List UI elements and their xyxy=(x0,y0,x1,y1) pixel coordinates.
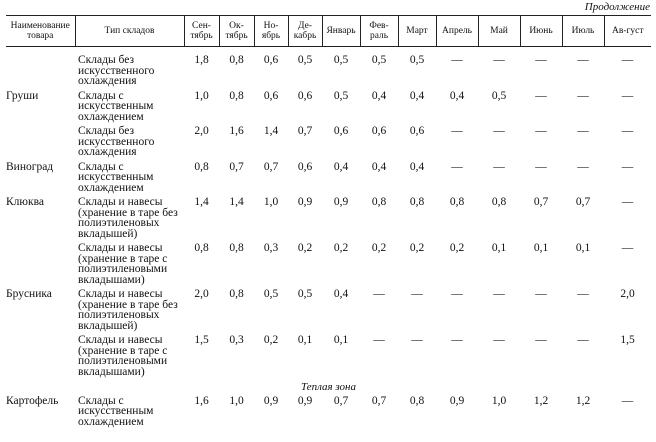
value-cell: 0,6 xyxy=(263,54,279,66)
table-body xyxy=(6,47,651,430)
value-cell: 0,6 xyxy=(333,125,349,137)
storage-type-cell: Склады и навесы (хранение в таре с полиэтиленовыми вкладышами) xyxy=(78,334,168,378)
value-cell: 0,4 xyxy=(371,160,387,173)
value-cell: 0,8 xyxy=(449,196,465,208)
zone-title: Теплая зона xyxy=(301,381,356,393)
value-cell: 1,8 xyxy=(194,54,209,66)
value-cell: 0,9 xyxy=(297,196,313,208)
storage-type-cell: Склады и навесы (хранение в таре без полиэтиленовых вкладышей) xyxy=(78,196,178,240)
storage-type-cell: Склады без искусственного охлаждения xyxy=(78,125,155,158)
value-cell: 0,2 xyxy=(409,242,425,254)
value-cell: — xyxy=(621,89,634,102)
value-cell: 0,2 xyxy=(449,242,465,254)
value-cell: 0,4 xyxy=(409,160,425,173)
product-cell xyxy=(6,47,75,89)
value-cell: — xyxy=(373,288,385,300)
table-row xyxy=(6,241,651,287)
value-cell: 0,4 xyxy=(371,89,387,102)
value-cell: — xyxy=(411,334,423,346)
value-cell: 0,8 xyxy=(409,394,425,407)
value-cell: 0,5 xyxy=(371,54,387,66)
value-cell: 0,6 xyxy=(297,89,313,102)
storage-type-cell: Склады с искусственным охлаждением xyxy=(78,160,154,194)
value-cell: 0,5 xyxy=(333,89,349,102)
storage-type-cell: Склады с искусственным охлаждением xyxy=(78,89,154,123)
value-cell: 0,1 xyxy=(533,242,549,254)
header-month: Ок-тябрь xyxy=(219,16,254,47)
table-row xyxy=(6,394,651,430)
table-row xyxy=(6,47,651,89)
value-cell: — xyxy=(535,160,547,173)
product-cell xyxy=(6,333,75,379)
product-cell: Груши xyxy=(6,89,39,102)
value-cell: 0,4 xyxy=(449,89,465,102)
table-row xyxy=(6,195,651,241)
value-cell: 0,1 xyxy=(491,242,507,254)
header-month: Но-ябрь xyxy=(254,16,288,47)
value-cell: 0,7 xyxy=(575,196,591,208)
value-cell: 0,1 xyxy=(297,334,313,346)
product-cell: Виноград xyxy=(6,160,54,173)
value-cell: — xyxy=(535,334,547,346)
continuation-label: Продолжение xyxy=(584,1,650,13)
value-cell: 0,2 xyxy=(333,242,349,254)
value-cell: 0,7 xyxy=(263,160,279,173)
value-cell: — xyxy=(577,89,589,102)
value-cell: 0,8 xyxy=(229,54,244,66)
value-cell: 0,5 xyxy=(297,288,313,300)
value-cell: 0,2 xyxy=(263,334,279,346)
value-cell: — xyxy=(535,54,547,66)
value-cell: — xyxy=(493,54,505,66)
value-cell: 0,7 xyxy=(229,160,244,173)
value-cell: — xyxy=(577,160,589,173)
value-cell: 0,8 xyxy=(194,160,209,173)
header-month: Апрель xyxy=(436,16,478,47)
value-cell: — xyxy=(451,125,463,137)
value-cell: 1,2 xyxy=(575,394,591,407)
value-cell: 1,6 xyxy=(229,125,244,137)
header-month: Июль xyxy=(562,16,604,47)
value-cell: 0,8 xyxy=(491,196,507,208)
value-cell: 1,0 xyxy=(263,196,279,208)
value-cell: 0,8 xyxy=(229,242,244,254)
value-cell: — xyxy=(373,334,385,346)
product-cell: Брусника xyxy=(6,288,52,300)
header-product: Наименование товара xyxy=(6,16,75,47)
value-cell: — xyxy=(621,160,634,173)
header-month: Сен-тябрь xyxy=(184,16,219,47)
table-row xyxy=(6,333,651,379)
value-cell: 0,5 xyxy=(333,54,349,66)
header-month: Январь xyxy=(322,16,360,47)
value-cell: 0,5 xyxy=(491,89,507,102)
table-row xyxy=(6,287,651,333)
value-cell: 1,0 xyxy=(229,394,244,407)
value-cell: 1,0 xyxy=(491,394,507,407)
value-cell: — xyxy=(493,160,505,173)
value-cell: 0,8 xyxy=(229,288,244,300)
value-cell: 0,1 xyxy=(333,334,349,346)
value-cell: 2,0 xyxy=(194,125,209,137)
value-cell: 0,7 xyxy=(533,196,549,208)
value-cell: 1,0 xyxy=(194,89,209,102)
storage-type-cell: Склады и навесы (хранение в таре с полиэтиленовыми вкладышами) xyxy=(78,242,168,286)
value-cell: 0,6 xyxy=(263,89,279,102)
header-month: Март xyxy=(398,16,436,47)
value-cell: 0,8 xyxy=(194,242,209,254)
header-month: Май xyxy=(478,16,520,47)
value-cell: — xyxy=(451,54,463,66)
header-month: Фев-раль xyxy=(360,16,398,47)
value-cell: 0,8 xyxy=(229,89,244,102)
value-cell: 1,4 xyxy=(229,196,244,208)
value-cell: 0,2 xyxy=(297,242,313,254)
table-row xyxy=(6,89,651,125)
value-cell: 0,9 xyxy=(333,196,349,208)
header-month: Ав-густ xyxy=(604,16,651,47)
value-cell: 0,9 xyxy=(297,394,313,407)
value-cell: 1,6 xyxy=(194,394,209,407)
value-cell: — xyxy=(535,288,547,300)
value-cell: 0,9 xyxy=(263,394,279,407)
value-cell: — xyxy=(535,125,547,137)
value-cell: 0,4 xyxy=(333,288,349,300)
value-cell: 0,6 xyxy=(371,125,387,137)
value-cell: — xyxy=(621,54,634,66)
table-row xyxy=(6,160,651,196)
storage-type-cell: Склады с искусственным охлаждением xyxy=(78,394,154,428)
value-cell: — xyxy=(535,89,547,102)
storage-type-cell: Склады без искусственного охлаждения xyxy=(78,54,155,87)
value-cell: — xyxy=(577,125,589,137)
value-cell: 0,1 xyxy=(575,242,591,254)
product-cell xyxy=(6,124,75,160)
storage-loss-table xyxy=(6,15,651,429)
value-cell: — xyxy=(493,288,505,300)
value-cell: 0,4 xyxy=(409,89,425,102)
value-cell: 2,0 xyxy=(620,288,635,300)
value-cell: — xyxy=(621,242,634,254)
value-cell: — xyxy=(493,125,505,137)
value-cell: 0,5 xyxy=(409,54,425,66)
value-cell: 0,8 xyxy=(409,196,425,208)
value-cell: 2,0 xyxy=(194,288,209,300)
value-cell: 0,3 xyxy=(229,334,244,346)
value-cell: — xyxy=(451,160,463,173)
value-cell: 1,5 xyxy=(194,334,209,346)
value-cell: 0,6 xyxy=(409,125,425,137)
value-cell: 1,4 xyxy=(263,125,279,137)
value-cell: 0,7 xyxy=(297,125,313,137)
value-cell: 0,7 xyxy=(333,394,349,407)
value-cell: — xyxy=(621,196,634,208)
value-cell: — xyxy=(621,394,634,407)
value-cell: 0,6 xyxy=(297,160,313,173)
value-cell: — xyxy=(451,288,463,300)
value-cell: — xyxy=(493,334,505,346)
value-cell: 1,4 xyxy=(194,196,209,208)
header-storage-type: Тип складов xyxy=(75,16,184,47)
value-cell: 1,5 xyxy=(620,334,635,346)
value-cell: 0,4 xyxy=(333,160,349,173)
product-cell xyxy=(6,241,75,287)
value-cell: — xyxy=(411,288,423,300)
header-row xyxy=(6,16,651,47)
value-cell: 0,2 xyxy=(371,242,387,254)
product-cell: Картофель xyxy=(6,394,59,407)
zone-title-row xyxy=(6,379,651,394)
value-cell: — xyxy=(577,54,589,66)
value-cell: 0,5 xyxy=(263,288,279,300)
value-cell: — xyxy=(621,125,634,137)
value-cell: 1,2 xyxy=(533,394,549,407)
value-cell: 0,5 xyxy=(297,54,313,66)
value-cell: 0,3 xyxy=(263,242,279,254)
value-cell: 0,8 xyxy=(371,196,387,208)
header-month: Де-кабрь xyxy=(288,16,322,47)
value-cell: — xyxy=(577,334,589,346)
table-row xyxy=(6,124,651,160)
header-month: Июнь xyxy=(520,16,562,47)
value-cell: 0,9 xyxy=(449,394,465,407)
value-cell: 0,7 xyxy=(371,394,387,407)
storage-type-cell: Склады и навесы (хранение в таре без полиэтиленовых вкладышей) xyxy=(78,288,178,332)
value-cell: — xyxy=(451,334,463,346)
product-cell: Клюква xyxy=(6,196,44,208)
value-cell: — xyxy=(577,288,589,300)
